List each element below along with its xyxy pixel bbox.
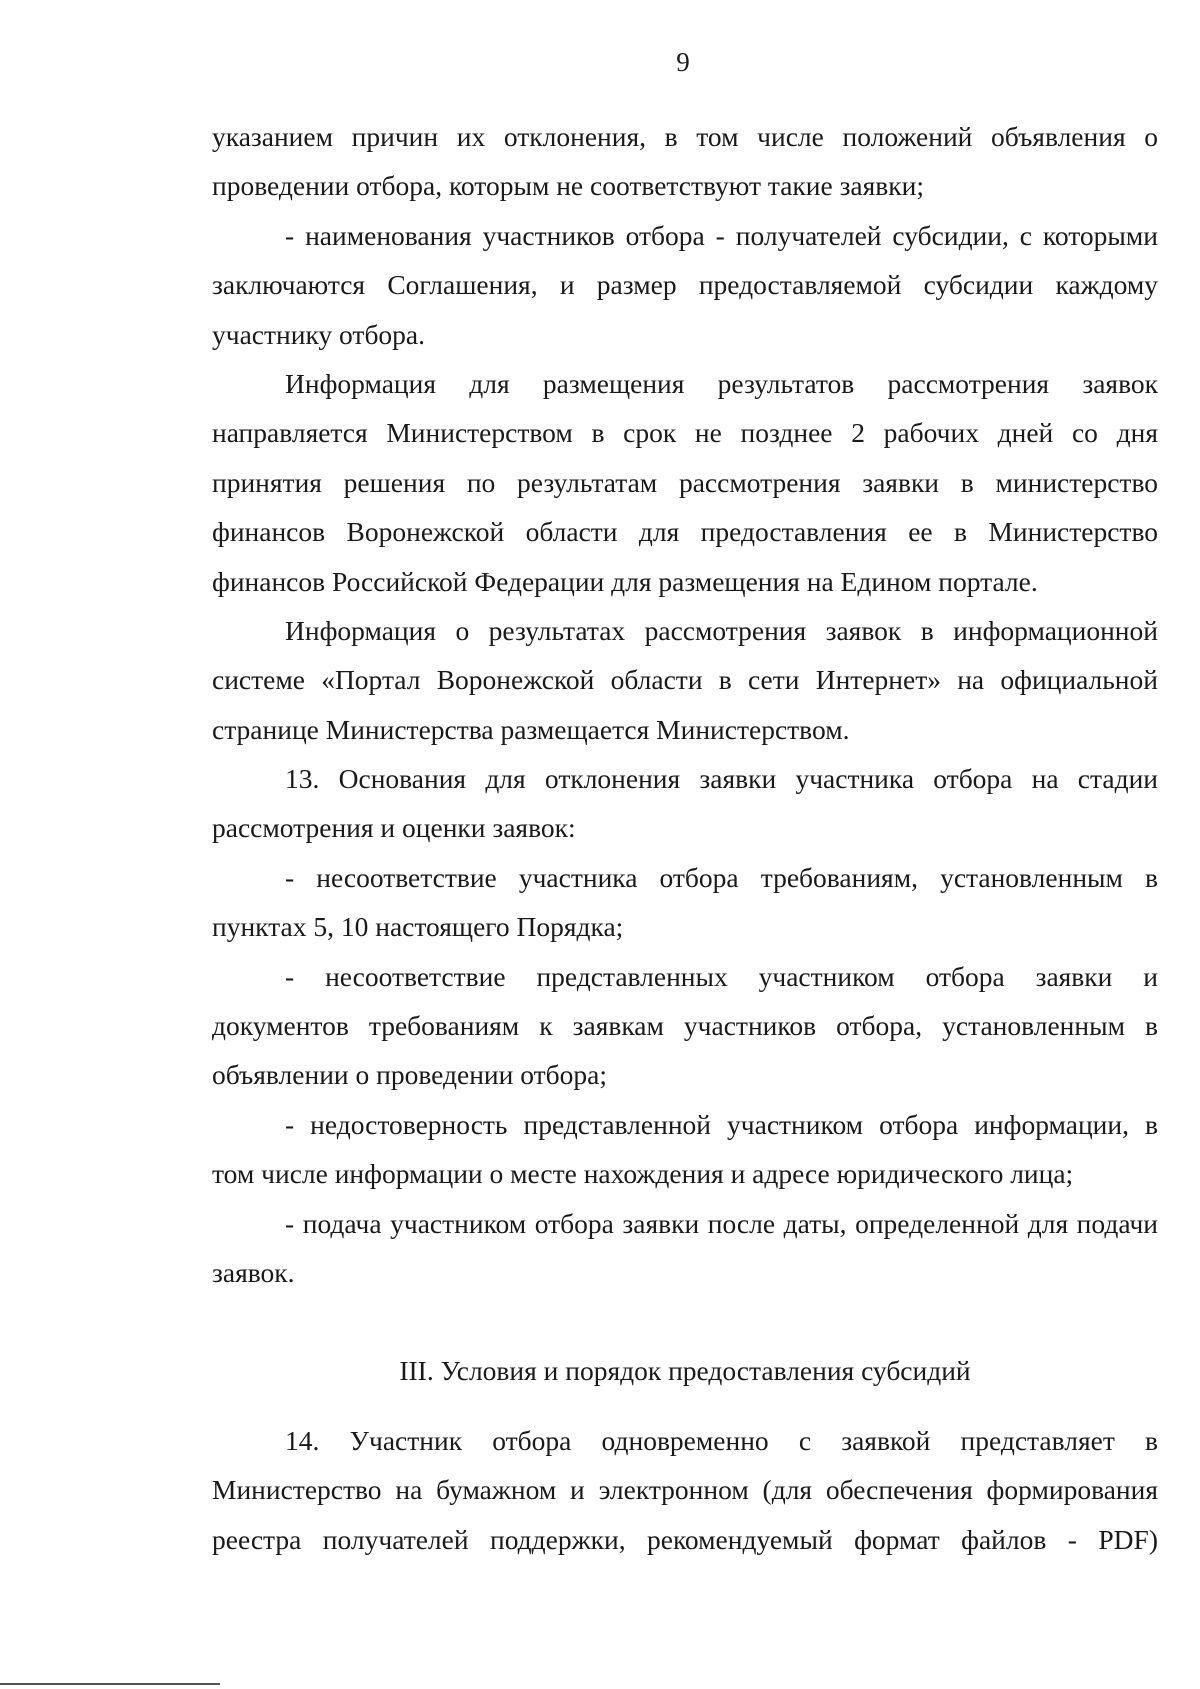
text-line: пунктах 5, 10 настоящего Порядка; [212, 911, 624, 943]
text-line: участнику отбора. [212, 318, 426, 350]
text-line: финансов Воронежской области для предоставления ее в Министерство [212, 516, 1158, 548]
text-line: 14. Участник отбора одновременно с заявкой представляет в [285, 1424, 1158, 1456]
text-line: Информация о результатах рассмотрения заявок в информационной [285, 614, 1158, 646]
text-line: Министерство на бумажном и электронном (для обеспечения формирования [212, 1474, 1158, 1506]
text-line: - несоответствие представленных участником отбора заявки и [285, 960, 1158, 992]
text-line: странице Министерства размещается Министерством. [212, 713, 850, 745]
text-line: заявок. [212, 1256, 295, 1288]
text-line: проведении отбора, которым не соответствуют такие заявки; [212, 170, 924, 202]
text-line: рассмотрения и оценки заявок: [212, 812, 576, 844]
section-gap [212, 1396, 1158, 1416]
text-line: - недостоверность представленной участником отбора информации, в [285, 1108, 1158, 1140]
text-line: принятия решения по результатам рассмотрения заявки в министерство [212, 466, 1158, 498]
body-text-block [212, 1416, 1158, 1564]
text-line: Информация для размещения результатов рассмотрения заявок [285, 367, 1158, 399]
text-line: финансов Российской Федерации для размещения на Едином портале. [212, 565, 1038, 597]
text-line: - наименования участников отбора - получателей субсидии, с которыми [285, 219, 1158, 251]
text-line: системе «Портал Воронежской области в сети Интернет» на официальной [212, 664, 1158, 696]
text-line: заключаются Соглашения, и размер предоставляемой субсидии каждому [212, 269, 1158, 301]
text-line: объявлении о проведении отбора; [212, 1059, 607, 1091]
text-line: направляется Министерством в срок не позднее 2 рабочих дней со дня [212, 417, 1158, 449]
document-body [212, 112, 1158, 1564]
body-text-block [212, 112, 1158, 1297]
text-line: - несоответствие участника отбора требованиям, установленным в [285, 861, 1158, 893]
page-number: 9 [676, 47, 690, 77]
text-line: - подача участником отбора заявки после даты, определенной для подачи [285, 1207, 1158, 1239]
section-gap [212, 1297, 1158, 1346]
text-line: указанием причин их отклонения, в том числе положений объявления о [212, 121, 1158, 152]
text-line: реестра получателей поддержки, рекомендуемый формат файлов - PDF) [212, 1523, 1158, 1555]
text-line: 13. Основания для отклонения заявки участника отбора на стадии [285, 763, 1158, 795]
footer-rule [0, 1683, 220, 1685]
text-line: том числе информации о месте нахождения и адресе юридического лица; [212, 1158, 1074, 1190]
text-line: документов требованиям к заявкам участников отбора, установленным в [212, 1010, 1158, 1042]
section-heading: III. Условия и порядок предоставления субсидий [399, 1355, 971, 1387]
